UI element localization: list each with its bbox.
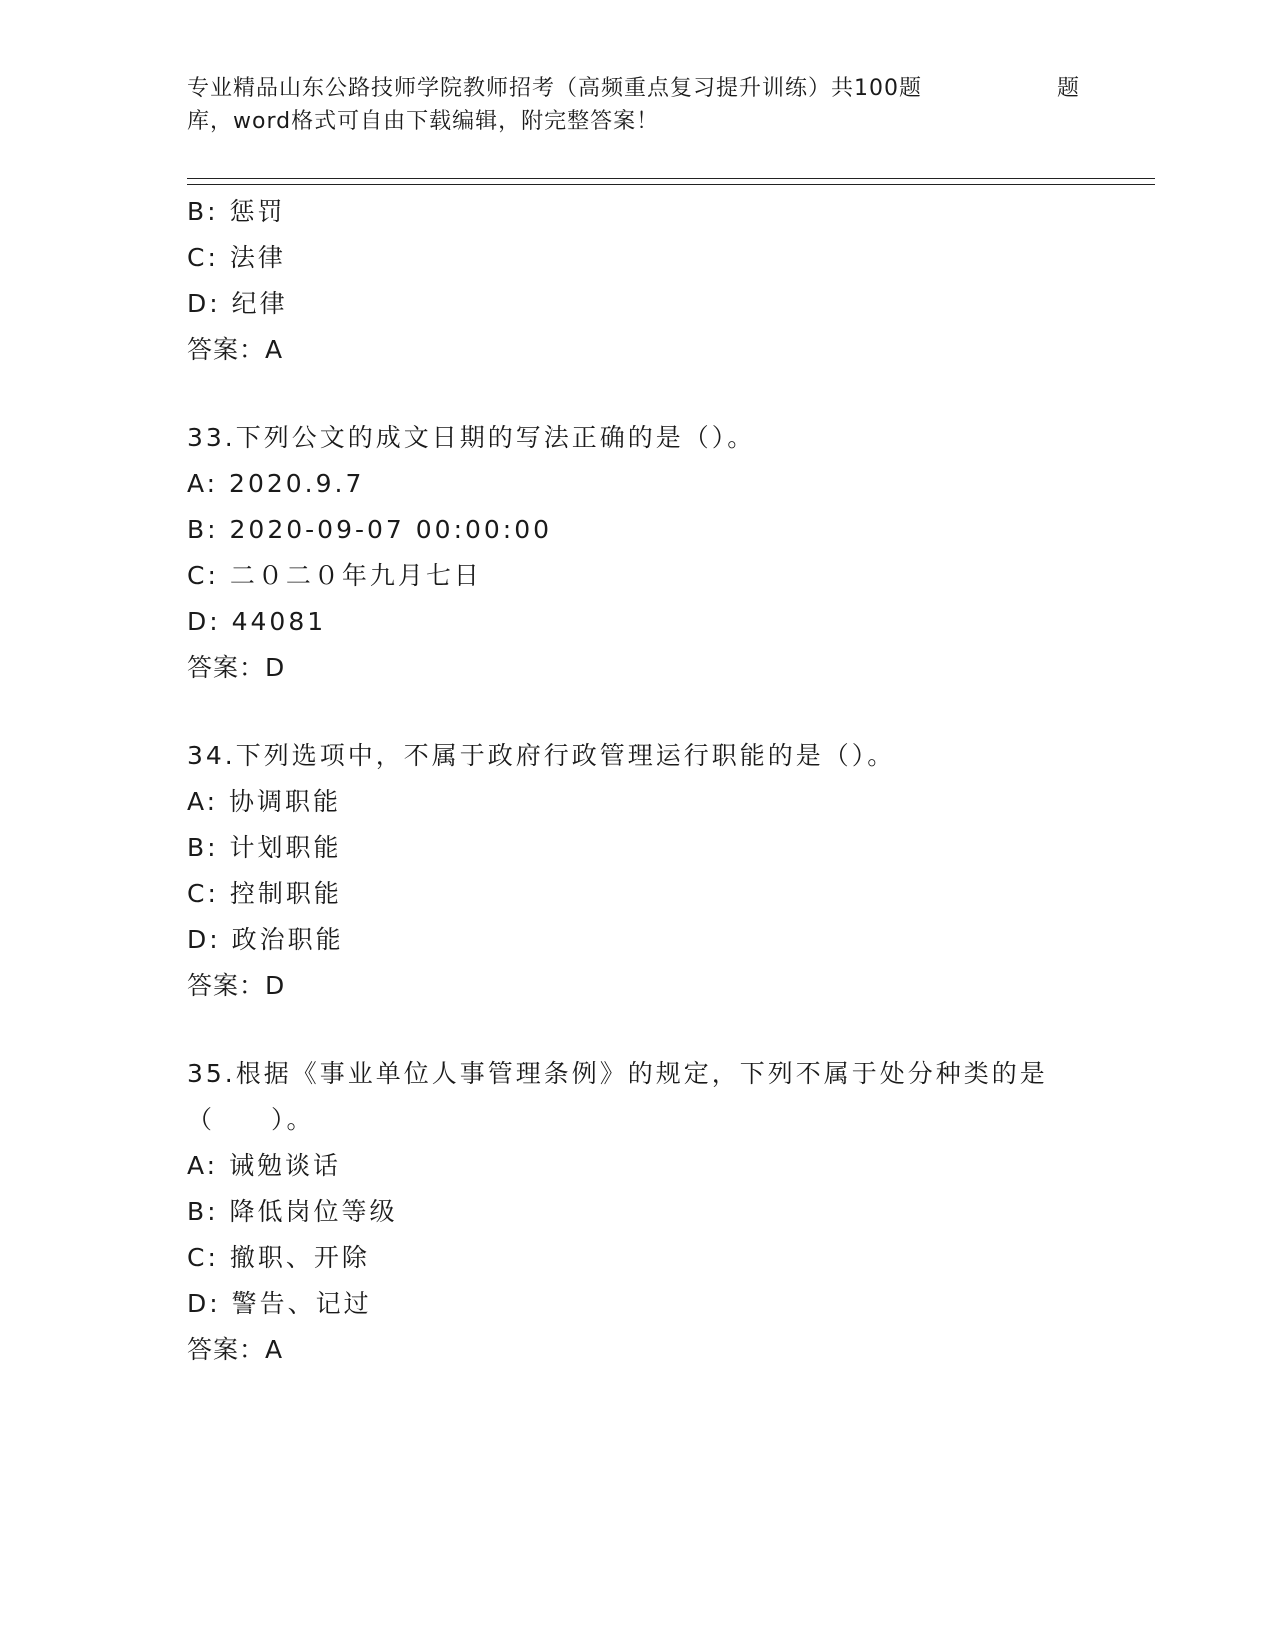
option-a: A: 诫勉谈话 xyxy=(187,1151,342,1180)
answer-text: 答案：A xyxy=(187,335,284,364)
header-title-line2: 库，word格式可自由下载编辑，附完整答案！ xyxy=(187,109,660,134)
spacer xyxy=(187,1009,1107,1051)
answer-text: 答案：D xyxy=(187,653,286,682)
option-c: C: 控制职能 xyxy=(187,879,342,908)
question-text: 33.下列公文的成文日期的写法正确的是（）。 xyxy=(187,423,756,452)
header-divider-top xyxy=(187,178,1155,179)
question-block-33 xyxy=(187,415,1107,691)
header-title-line1: 专业精品山东公路技师学院教师招考（高频重点复习提升训练）共100题 xyxy=(187,76,922,101)
answer-text: 答案：D xyxy=(187,971,286,1000)
question-list xyxy=(187,189,1107,1373)
option-b: B: 惩罚 xyxy=(187,197,286,226)
option-d: D: 44081 xyxy=(187,607,327,636)
question-block-prev xyxy=(187,189,1107,373)
header-title-line1-tail: 题 xyxy=(1057,76,1081,101)
option-b: B: 降低岗位等级 xyxy=(187,1197,398,1226)
question-block-35 xyxy=(187,1051,1107,1373)
spacer xyxy=(187,373,1107,415)
option-a: A: 2020.9.7 xyxy=(187,469,365,498)
option-b: B: 2020-09-07 00:00:00 xyxy=(187,515,553,544)
page-header xyxy=(187,72,1087,138)
option-c: C: 法律 xyxy=(187,243,286,272)
question-text-line1: 35.根据《事业单位人事管理条例》的规定，下列不属于处分种类的是 xyxy=(187,1059,1048,1088)
option-d: D: 纪律 xyxy=(187,289,288,318)
option-c: C: 撤职、开除 xyxy=(187,1243,370,1272)
question-text: 34.下列选项中，不属于政府行政管理运行职能的是（）。 xyxy=(187,741,896,770)
option-b: B: 计划职能 xyxy=(187,833,342,862)
header-divider-bottom xyxy=(187,184,1155,185)
option-c: C: 二０二０年九月七日 xyxy=(187,561,482,590)
answer-text: 答案：A xyxy=(187,1335,284,1364)
question-block-34 xyxy=(187,733,1107,1009)
question-text-line2: （ ）。 xyxy=(187,1105,315,1134)
option-d: D: 政治职能 xyxy=(187,925,344,954)
option-d: D: 警告、记过 xyxy=(187,1289,372,1318)
spacer xyxy=(187,691,1107,733)
option-a: A: 协调职能 xyxy=(187,787,342,816)
